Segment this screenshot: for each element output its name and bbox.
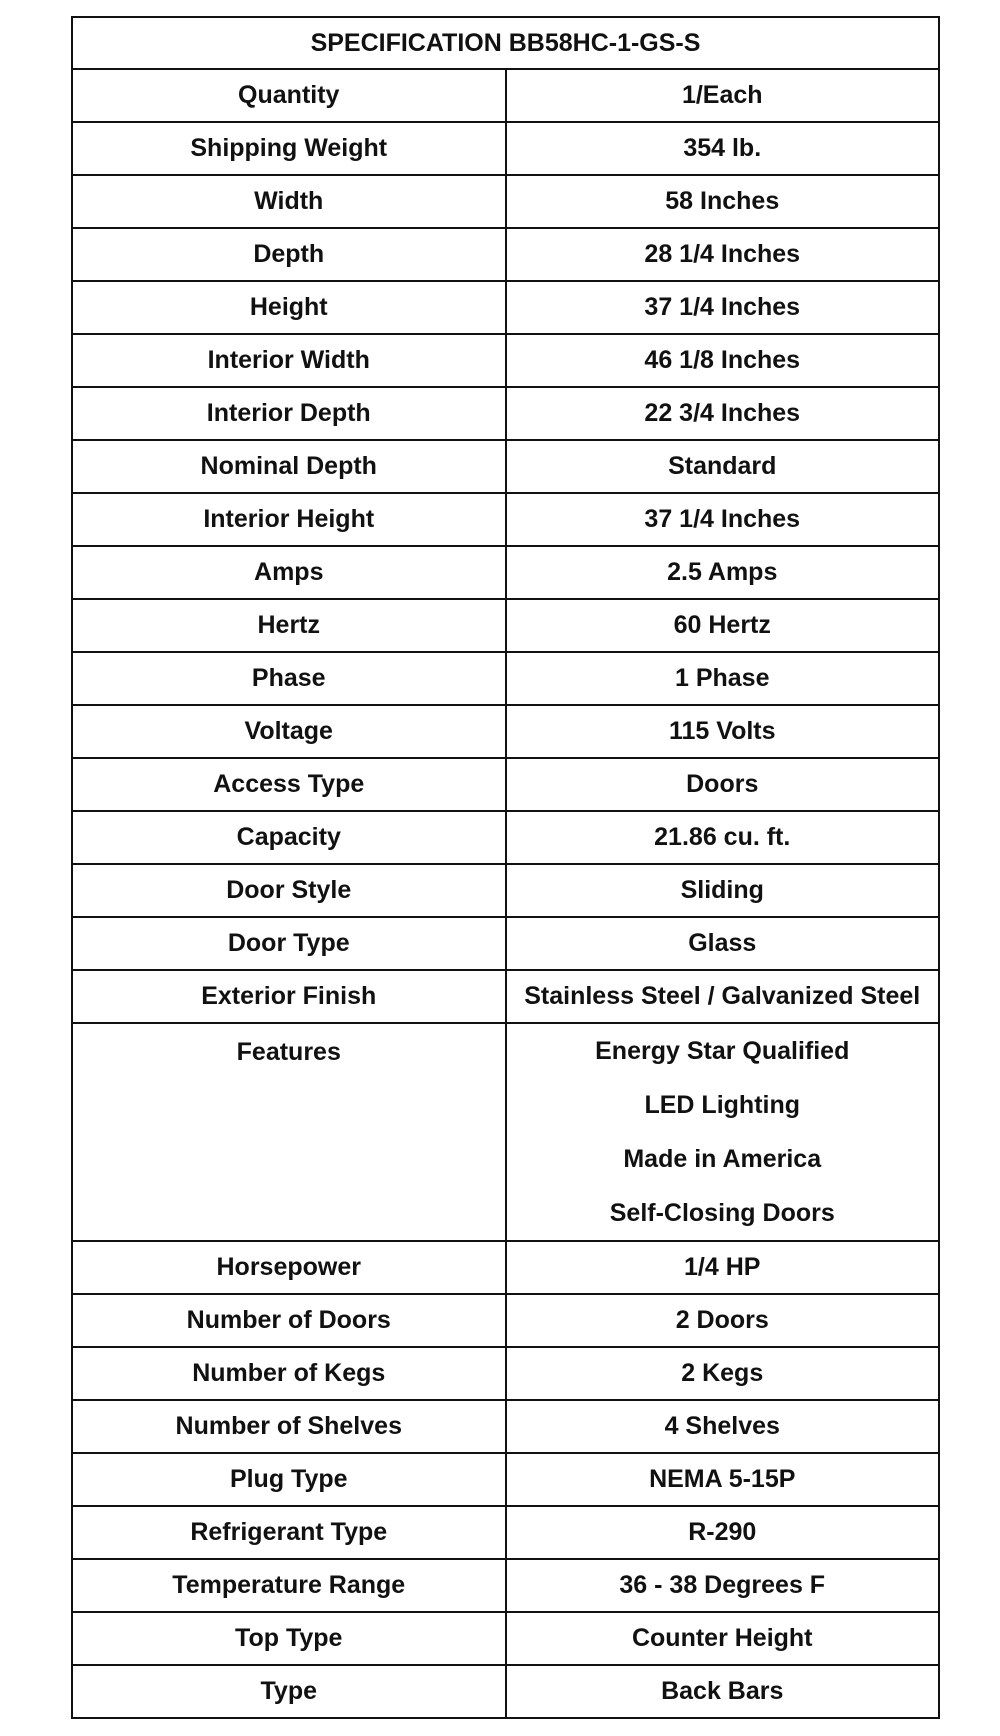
spec-label: Door Type — [72, 917, 506, 970]
spec-label: Depth — [72, 228, 506, 281]
table-row — [72, 652, 939, 705]
table-title: SPECIFICATION BB58HC-1-GS-S — [72, 17, 939, 69]
spec-label: Number of Kegs — [72, 1347, 506, 1400]
table-row — [72, 864, 939, 917]
spec-label: Phase — [72, 652, 506, 705]
features-values-cell — [506, 1023, 940, 1241]
spec-value: Counter Height — [506, 1612, 940, 1665]
feature-item: Made in America — [623, 1145, 822, 1173]
table-row — [72, 228, 939, 281]
spec-value: Sliding — [506, 864, 940, 917]
spec-value: 37 1/4 Inches — [506, 493, 940, 546]
spec-value: 46 1/8 Inches — [506, 334, 940, 387]
table-row — [72, 1347, 939, 1400]
spec-label: Type — [72, 1665, 506, 1718]
spec-value: 2 Doors — [506, 1294, 940, 1347]
table-row — [72, 705, 939, 758]
spec-value: 1/Each — [506, 69, 940, 122]
spec-value: Back Bars — [506, 1665, 940, 1718]
spec-value: R-290 — [506, 1506, 940, 1559]
table-row — [72, 440, 939, 493]
features-label: Features — [236, 1038, 341, 1066]
spec-label: Shipping Weight — [72, 122, 506, 175]
table-row — [72, 175, 939, 228]
spec-label: Nominal Depth — [72, 440, 506, 493]
spec-value: 115 Volts — [506, 705, 940, 758]
spec-label: Horsepower — [72, 1241, 506, 1294]
table-row — [72, 917, 939, 970]
table-row — [72, 69, 939, 122]
table-row — [72, 811, 939, 864]
spec-label: Hertz — [72, 599, 506, 652]
spec-value: 28 1/4 Inches — [506, 228, 940, 281]
spec-value: Standard — [506, 440, 940, 493]
spec-value: Glass — [506, 917, 940, 970]
table-row — [72, 1453, 939, 1506]
spec-value: NEMA 5-15P — [506, 1453, 940, 1506]
table-row — [72, 970, 939, 1023]
spec-label: Interior Width — [72, 334, 506, 387]
spec-label: Access Type — [72, 758, 506, 811]
feature-item: LED Lighting — [644, 1091, 801, 1119]
spec-label: Refrigerant Type — [72, 1506, 506, 1559]
table-row — [72, 387, 939, 440]
table-row — [72, 122, 939, 175]
spec-value: 2.5 Amps — [506, 546, 940, 599]
table-header-row — [72, 17, 939, 69]
table-row — [72, 1400, 939, 1453]
feature-item: Energy Star Qualified — [595, 1037, 850, 1065]
table-row — [72, 334, 939, 387]
table-body — [72, 69, 939, 1718]
spec-label: Temperature Range — [72, 1559, 506, 1612]
spec-value: 4 Shelves — [506, 1400, 940, 1453]
spec-label: Exterior Finish — [72, 970, 506, 1023]
table-row — [72, 758, 939, 811]
spec-label: Plug Type — [72, 1453, 506, 1506]
spec-value: 354 lb. — [506, 122, 940, 175]
table-row — [72, 546, 939, 599]
spec-label: Interior Height — [72, 493, 506, 546]
spec-label: Width — [72, 175, 506, 228]
table-row — [72, 1612, 939, 1665]
spec-label: Capacity — [72, 811, 506, 864]
spec-label: Height — [72, 281, 506, 334]
spec-value: 2 Kegs — [506, 1347, 940, 1400]
spec-value: 36 - 38 Degrees F — [506, 1559, 940, 1612]
spec-label: Interior Depth — [72, 387, 506, 440]
spec-value: 1 Phase — [506, 652, 940, 705]
feature-item: Self-Closing Doors — [609, 1199, 835, 1227]
spec-label: Number of Shelves — [72, 1400, 506, 1453]
spec-value: 37 1/4 Inches — [506, 281, 940, 334]
table-row — [72, 1241, 939, 1294]
table-row — [72, 1559, 939, 1612]
spec-value: Stainless Steel / Galvanized Steel — [506, 970, 940, 1023]
table-row — [72, 281, 939, 334]
spec-label: Top Type — [72, 1612, 506, 1665]
spec-value: 58 Inches — [506, 175, 940, 228]
features-label-cell — [72, 1023, 506, 1241]
features-row — [72, 1023, 939, 1241]
spec-value: 1/4 HP — [506, 1241, 940, 1294]
specification-table — [71, 16, 940, 1719]
table-row — [72, 493, 939, 546]
spec-label: Door Style — [72, 864, 506, 917]
spec-value: Doors — [506, 758, 940, 811]
table-row — [72, 1294, 939, 1347]
spec-value: 22 3/4 Inches — [506, 387, 940, 440]
table-row — [72, 599, 939, 652]
spec-label: Quantity — [72, 69, 506, 122]
spec-label: Amps — [72, 546, 506, 599]
spec-value: 60 Hertz — [506, 599, 940, 652]
table-row — [72, 1506, 939, 1559]
spec-label: Number of Doors — [72, 1294, 506, 1347]
spec-label: Voltage — [72, 705, 506, 758]
table-row — [72, 1665, 939, 1718]
spec-value: 21.86 cu. ft. — [506, 811, 940, 864]
